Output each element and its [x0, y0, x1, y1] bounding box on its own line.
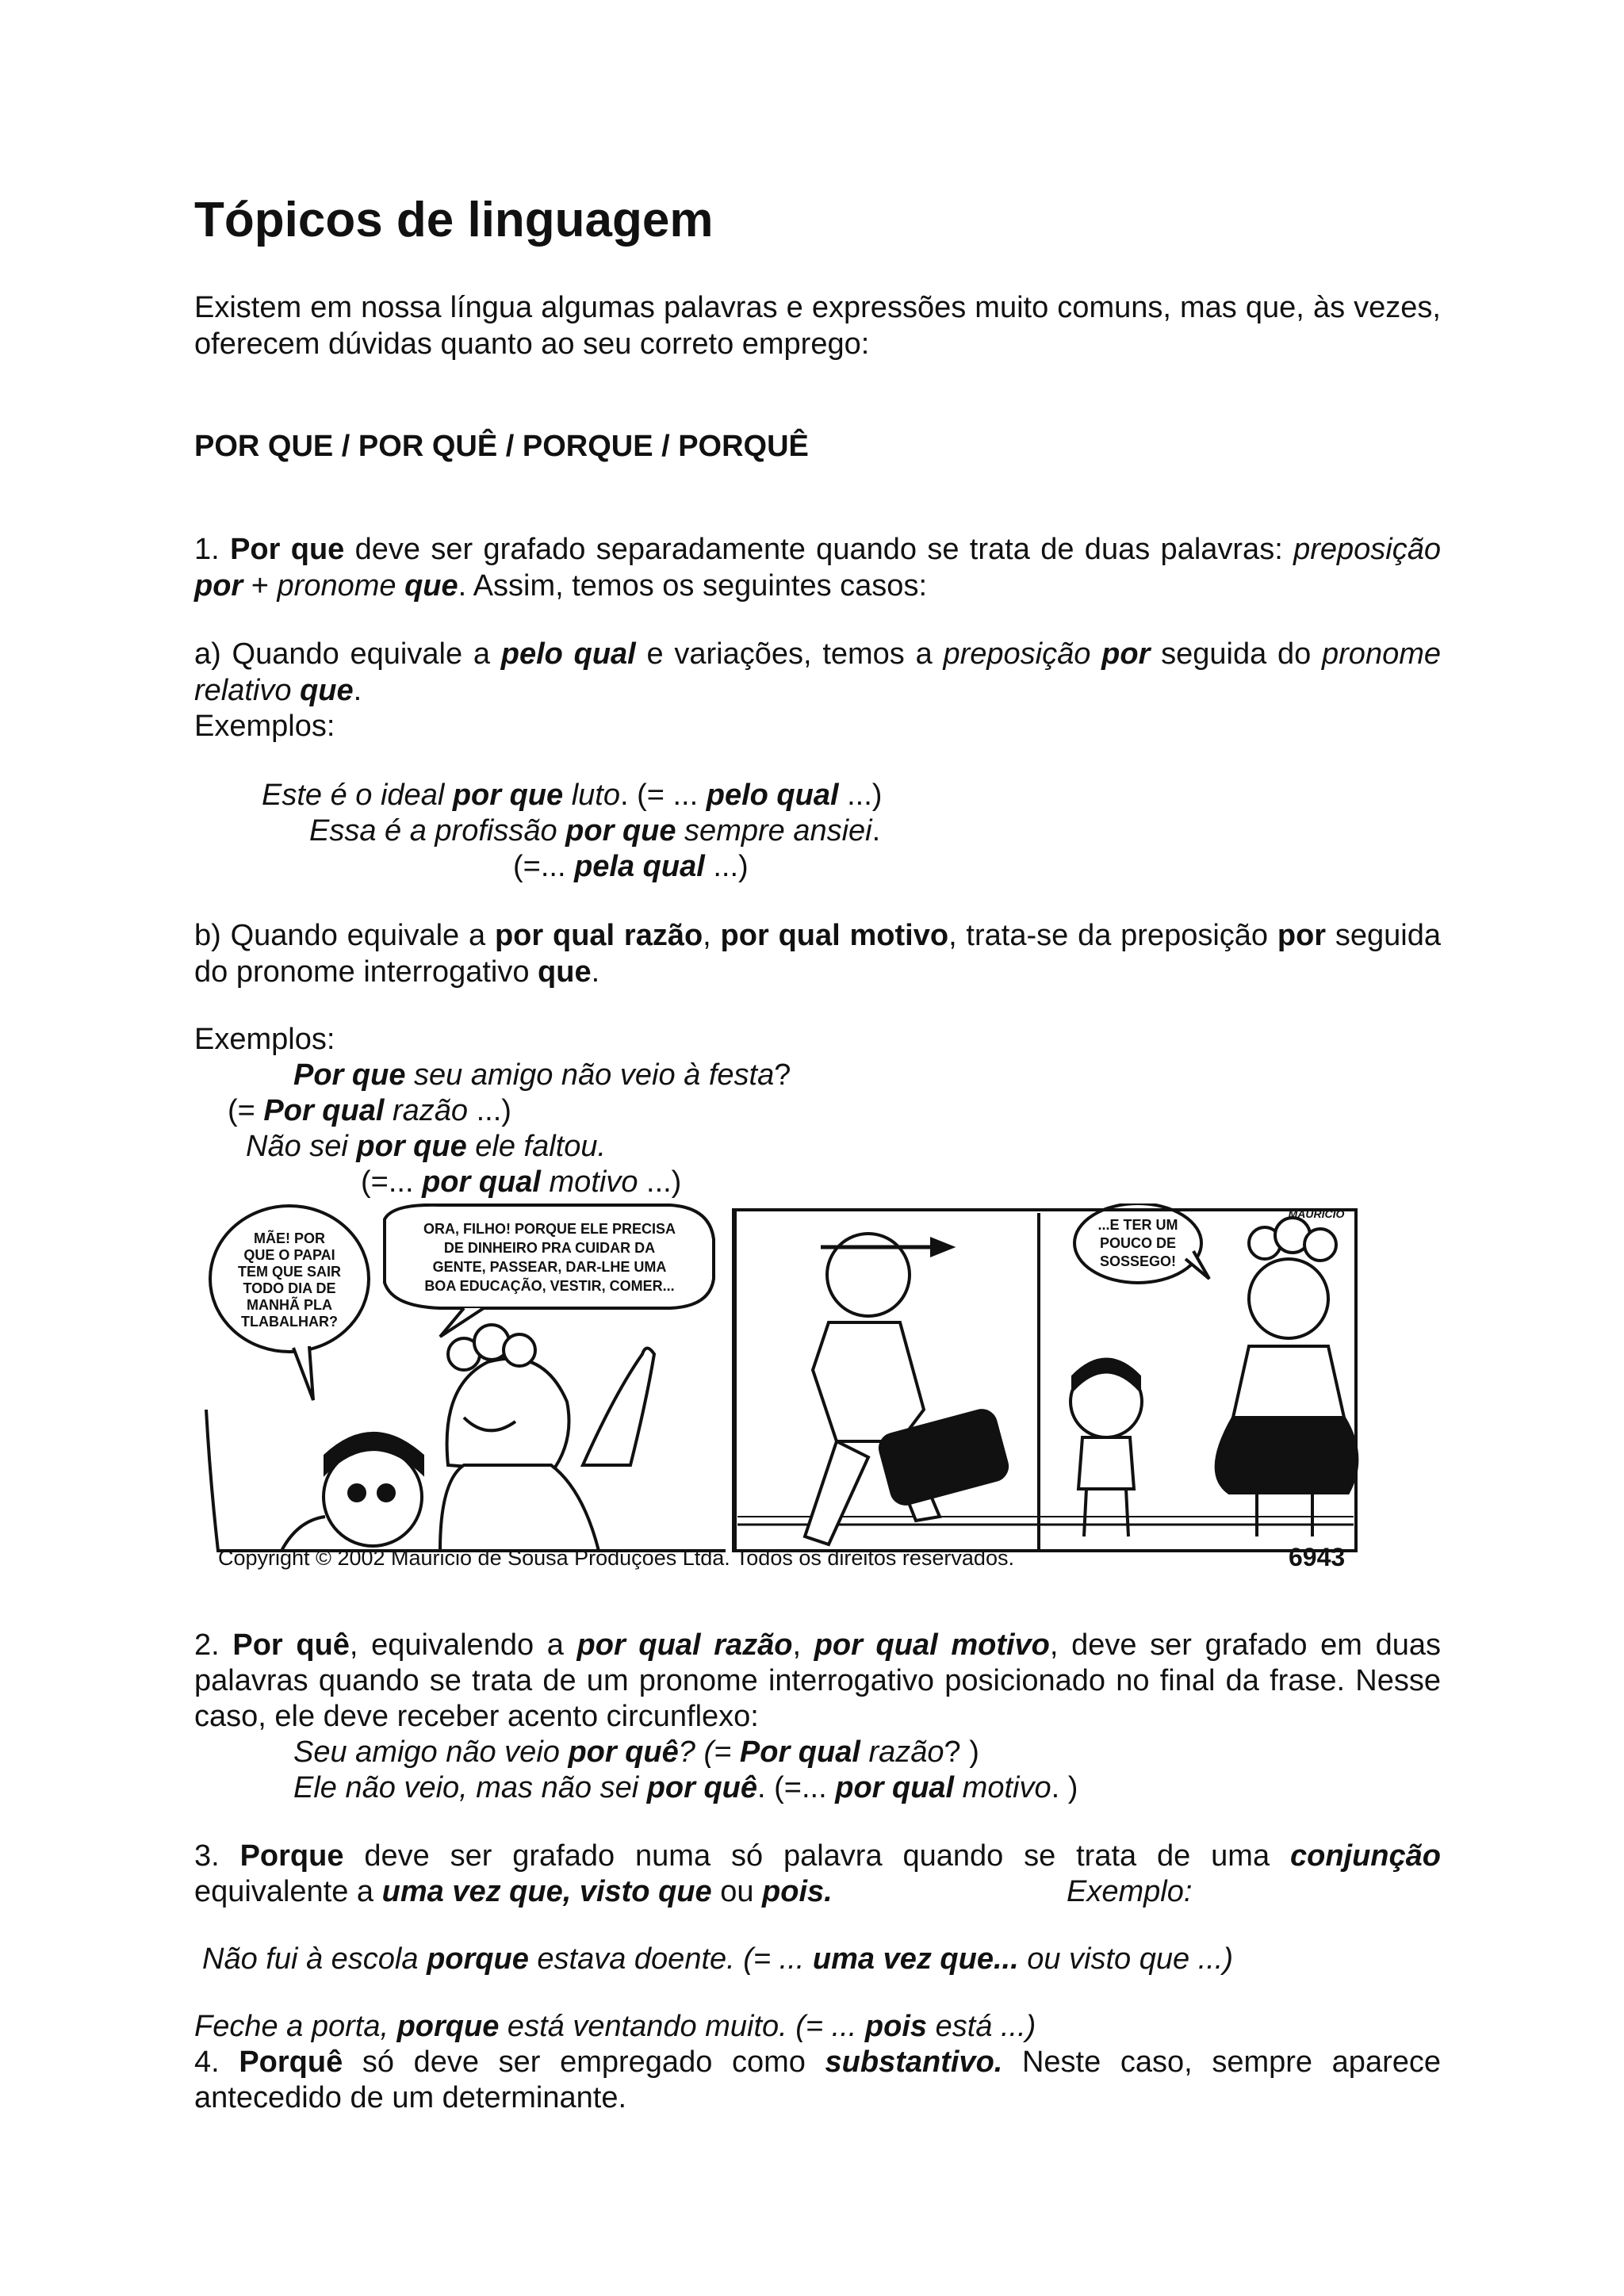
sb-line-2: do pronome interrogativo que. — [194, 955, 600, 989]
intro-line-1: Existem em nossa língua algumas palavras e expressões muito comuns, mas que, às vezes, — [194, 291, 1441, 324]
sa-line-2: relativo que. — [194, 674, 362, 707]
comic-strip — [202, 1203, 1360, 1578]
sa-exemplos-label: Exemplos: — [194, 710, 335, 743]
bubble-3-line-3: SOSSEGO! — [1099, 1253, 1177, 1269]
sb-line-1: b) Quando equivale a por qual razão, por qual motivo, trata-se da preposição por seguida — [194, 919, 1442, 952]
sa-example-2: Essa é a profissão por que sempre ansiei. — [309, 814, 881, 848]
s1-line-2: por + pronome que. Assim, temos os seguintes casos: — [194, 569, 927, 603]
bubble-1-line-6: TLABALHAR? — [241, 1314, 338, 1330]
bubble-1-line-5: MANHÃ PLA — [247, 1297, 332, 1313]
s2-line-1: 2. Por quê, equivalendo a por qual razão, por qual motivo, deve ser grafado em duas — [194, 1628, 1441, 1662]
s3-exemplo-label: Exemplo: — [1067, 1875, 1193, 1908]
s1-line-1: 1. Por que deve ser grafado separadamente quando se trata de duas palavras: preposição — [194, 533, 1441, 566]
sb-example-2: (= Por qual razão ...) — [228, 1094, 511, 1127]
bubble-1-line-3: TEM QUE SAIR — [237, 1264, 342, 1280]
sa-example-1: Este é o ideal por que luto. (= ... pelo qual ...) — [262, 779, 883, 812]
s2-example-2: Ele não veio, mas não sei por quê. (=... por qual motivo. ) — [293, 1771, 1078, 1804]
s3-example-2: Feche a porta, porque está ventando muito. (= ... pois está ...) — [194, 2010, 1036, 2043]
bubble-3-line-2: POUCO DE — [1099, 1235, 1177, 1251]
section-heading: POR QUE / POR QUÊ / PORQUE / PORQUÊ — [194, 430, 809, 463]
comic-panel-1-characters — [282, 1325, 654, 1551]
comic-signature: MAURICIO — [1288, 1207, 1345, 1220]
sb-example-1: Por que seu amigo não veio à festa? — [293, 1058, 791, 1092]
comic-panel-2-characters — [805, 1218, 1357, 1544]
bubble-2-line-3: GENTE, PASSEAR, DAR-LHE UMA — [432, 1259, 667, 1275]
comic-copyright: Copyright © 2002 Mauricio de Sousa Produções Ltda. Todos os direitos reservados. — [218, 1546, 1014, 1570]
s2-line-3: caso, ele deve receber acento circunflexo: — [194, 1700, 759, 1733]
s3-line-1: 3. Porque deve ser grafado numa só palavra quando se trata de uma conjunção — [194, 1839, 1441, 1873]
sa-line-1: a) Quando equivale a pelo qual e variações, temos a preposição por seguida do pronome — [194, 637, 1441, 671]
s2-example-1: Seu amigo não veio por quê? (= Por qual razão? ) — [293, 1735, 979, 1769]
bubble-2-line-1: ORA, FILHO! PORQUE ELE PRECISA — [423, 1221, 676, 1237]
s2-line-2: palavras quando se trata de um pronome interrogativo posicionado no final da frase. Nesse — [194, 1664, 1441, 1697]
intro-line-2: oferecem dúvidas quanto ao seu correto emprego: — [194, 327, 870, 361]
sb-example-4: (=... por qual motivo ...) — [361, 1165, 682, 1199]
sb-example-3: Não sei por que ele faltou. — [246, 1130, 607, 1163]
s4-line-2: antecedido de um determinante. — [194, 2081, 627, 2114]
s4-line-1: 4. Porquê só deve ser empregado como substantivo. Neste caso, sempre aparece — [194, 2045, 1442, 2079]
bubble-2-line-2: DE DINHEIRO PRA CUIDAR DA — [443, 1240, 656, 1256]
s3-example-1: Não fui à escola porque estava doente. (= ... uma vez que... ou visto que ...) — [202, 1942, 1234, 1976]
bubble-1-line-2: QUE O PAPAI — [243, 1247, 335, 1263]
sb-exemplos-label: Exemplos: — [194, 1023, 335, 1056]
page-title: Tópicos de linguagem — [194, 193, 714, 247]
sa-example-3: (=... pela qual ...) — [513, 850, 749, 883]
bubble-1-line-1: MÃE! POR — [254, 1230, 325, 1246]
comic-strip-number: 6943 — [1289, 1543, 1346, 1571]
bubble-1-line-4: TODO DIA DE — [243, 1280, 336, 1296]
s3-line-2: equivalente a uma vez que, visto que ou pois. — [194, 1875, 833, 1908]
bubble-3-line-1: ...E TER UM — [1097, 1217, 1178, 1233]
bubble-2-line-4: BOA EDUCAÇÃO, VESTIR, COMER... — [424, 1278, 675, 1294]
